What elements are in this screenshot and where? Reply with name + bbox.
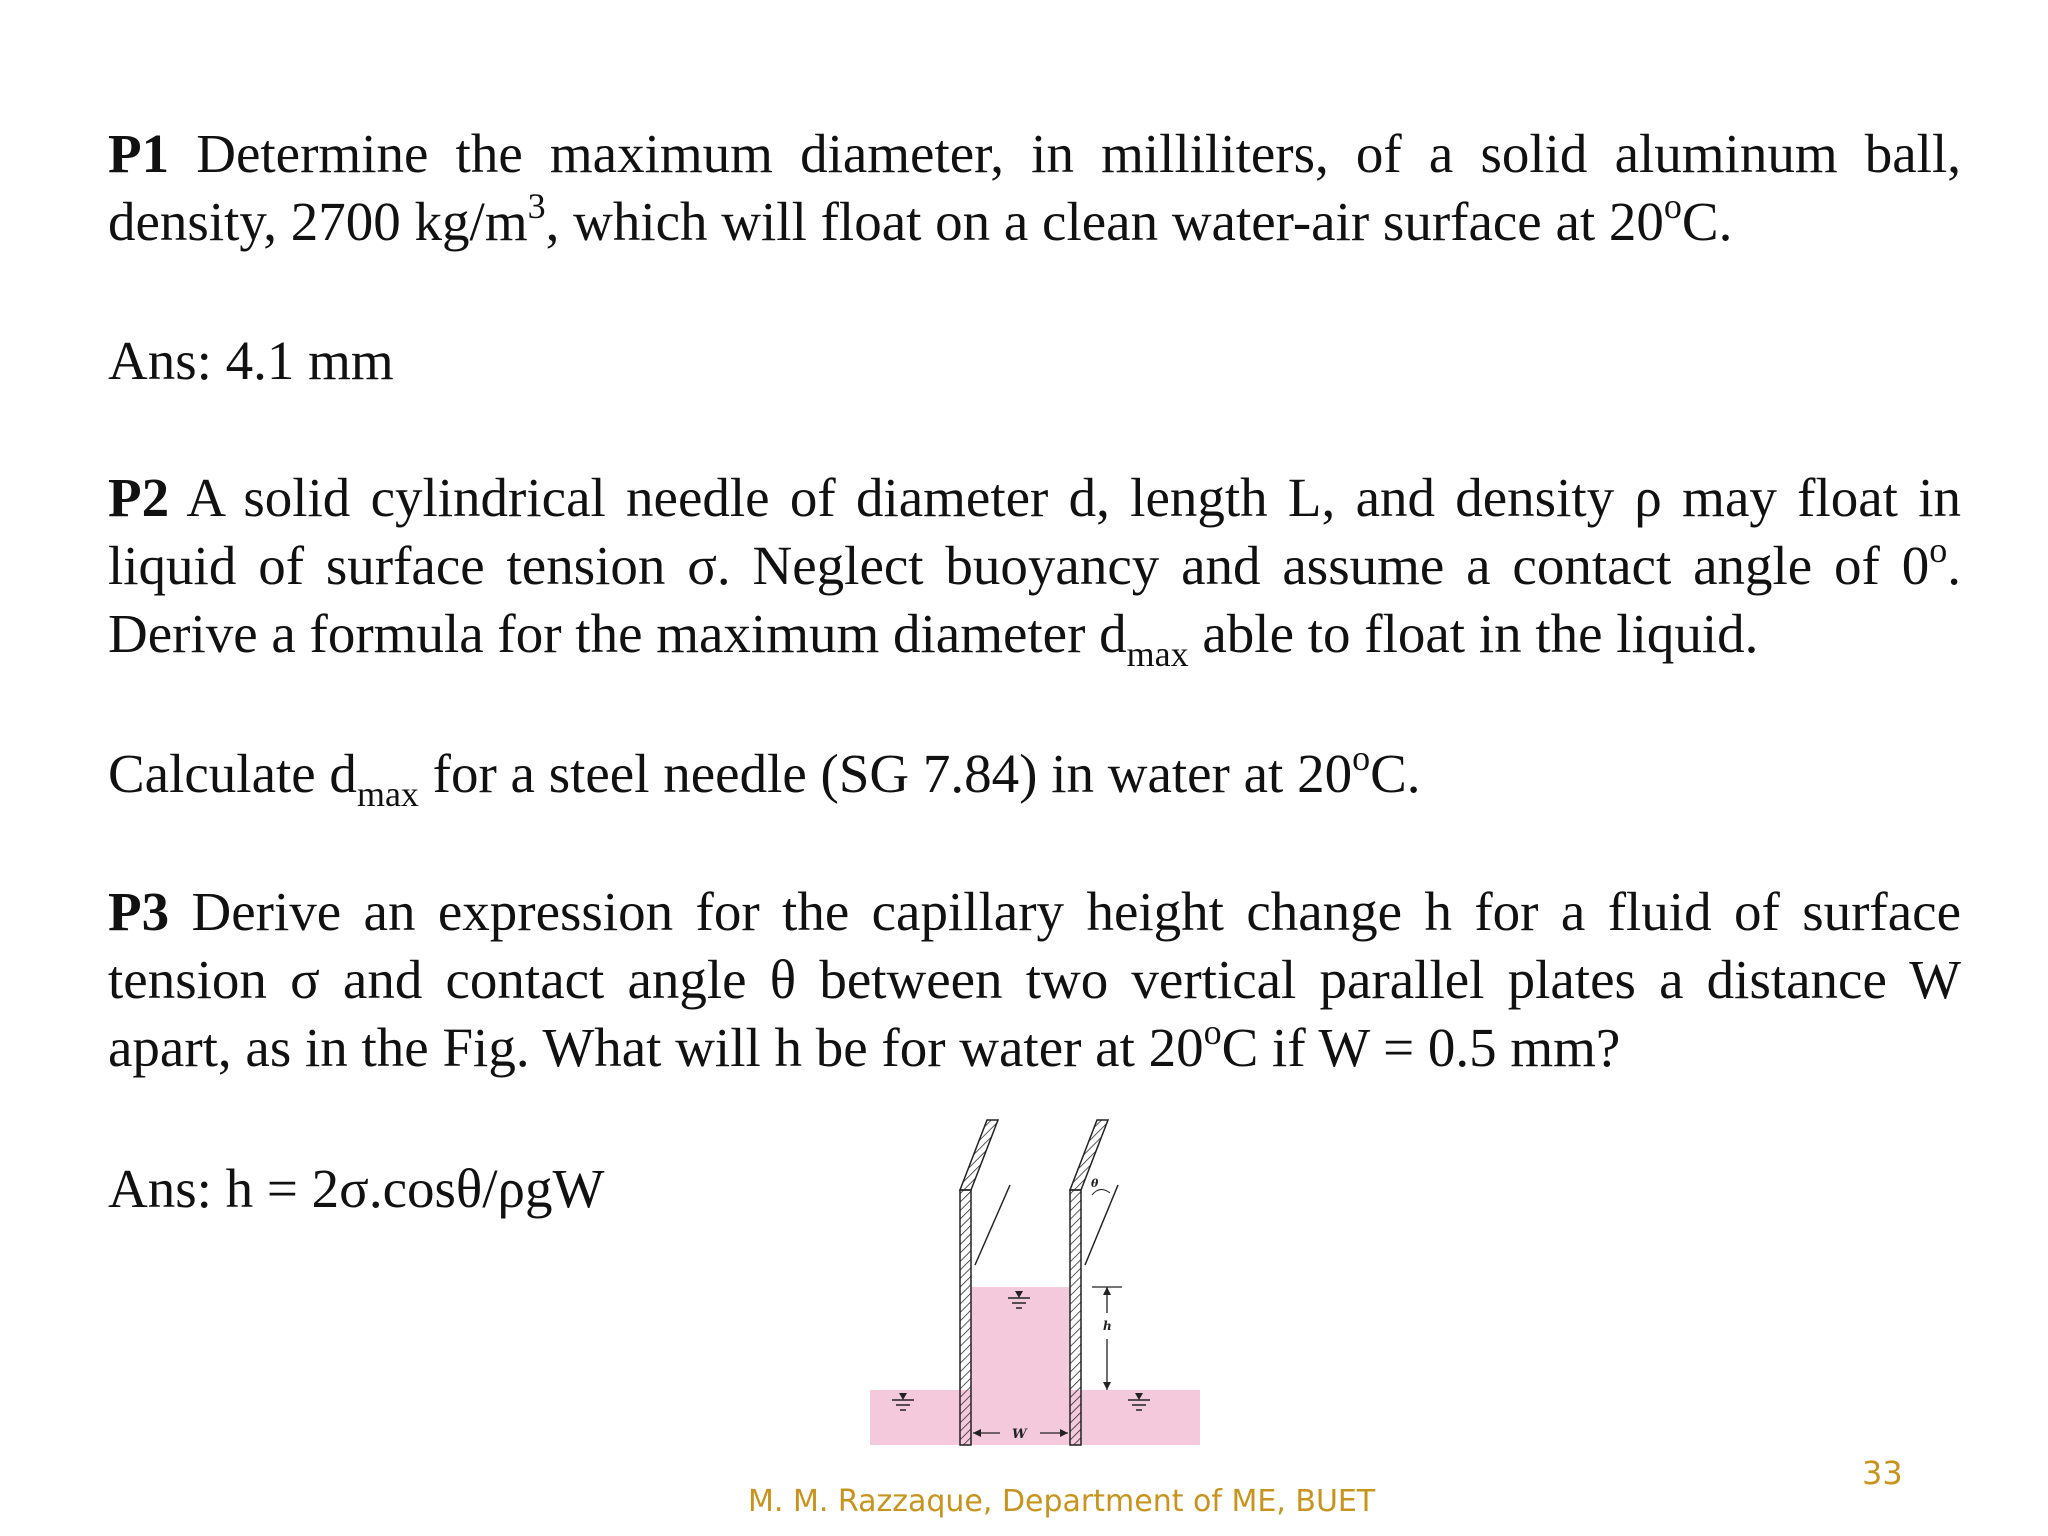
problem-1-label: P1 (108, 123, 170, 184)
problem-3-text-end: C if W = 0.5 mm? (1221, 1017, 1621, 1078)
h-dimension (1092, 1287, 1122, 1390)
calculate-text-cont: for a steel needle (SG 7.84) in water at 20 (418, 743, 1353, 804)
problem-3-label: P3 (108, 881, 170, 942)
problem-3-text: Derive an expression for the capillary height change h for a fluid of surface tension σ and contact angle θ between two vertical parallel plates a distance W apart, as in the Fig. What will h be for water at 20 (108, 881, 1961, 1078)
theta-arc (1092, 1189, 1110, 1195)
problem-2-text-cont: . Derive a formula for the maximum diameter d (108, 535, 1961, 664)
problem-1 (108, 120, 1961, 256)
page-number: 33 (1862, 1454, 1903, 1492)
problem-3 (108, 878, 1961, 1082)
problem-1-text-cont: , which will float on a clean water-air surface at 20 (545, 191, 1664, 252)
subscript-max: max (1126, 634, 1189, 674)
answer-3: Ans: h = 2σ.cosθ/ρgW (108, 1158, 605, 1219)
capillary-plates-figure (860, 1115, 1210, 1455)
h-label: h (1103, 1319, 1112, 1333)
liquid-column (971, 1287, 1070, 1445)
problem-2-text-end: able to float in the liquid. (1188, 603, 1759, 664)
problem-1-text: Determine the maximum diameter, in milliliters, of a solid aluminum ball, density, 2700 kg/m (108, 123, 1961, 252)
theta-label: θ (1091, 1177, 1099, 1190)
degree-mark: o (1352, 738, 1371, 778)
subscript-max: max (356, 774, 419, 814)
problem-2-label: P2 (108, 467, 170, 528)
meniscus-tangent-right (1085, 1185, 1118, 1265)
superscript: 3 (527, 186, 546, 226)
calculate-text: Calculate d (108, 743, 357, 804)
answer-1: Ans: 4.1 mm (108, 330, 394, 391)
degree-mark: o (1663, 186, 1682, 226)
meniscus-tangent-left (975, 1185, 1010, 1265)
calculate-text-end: C. (1370, 743, 1421, 804)
degree-mark: o (1203, 1012, 1222, 1052)
degree-mark: o (1929, 530, 1948, 570)
problem-1-text-end: C. (1681, 191, 1733, 252)
problem-2-text: A solid cylindrical needle of diameter d, length L, and density ρ may float in liquid of surface tension σ. Neglect buoyancy and assume a contact angle of 0 (108, 467, 1961, 596)
calculate-line (108, 738, 1961, 814)
w-label: W (1012, 1427, 1027, 1442)
problem-2 (108, 464, 1961, 674)
footer-credit: M. M. Razzaque, Department of ME, BUET (748, 1484, 1376, 1519)
